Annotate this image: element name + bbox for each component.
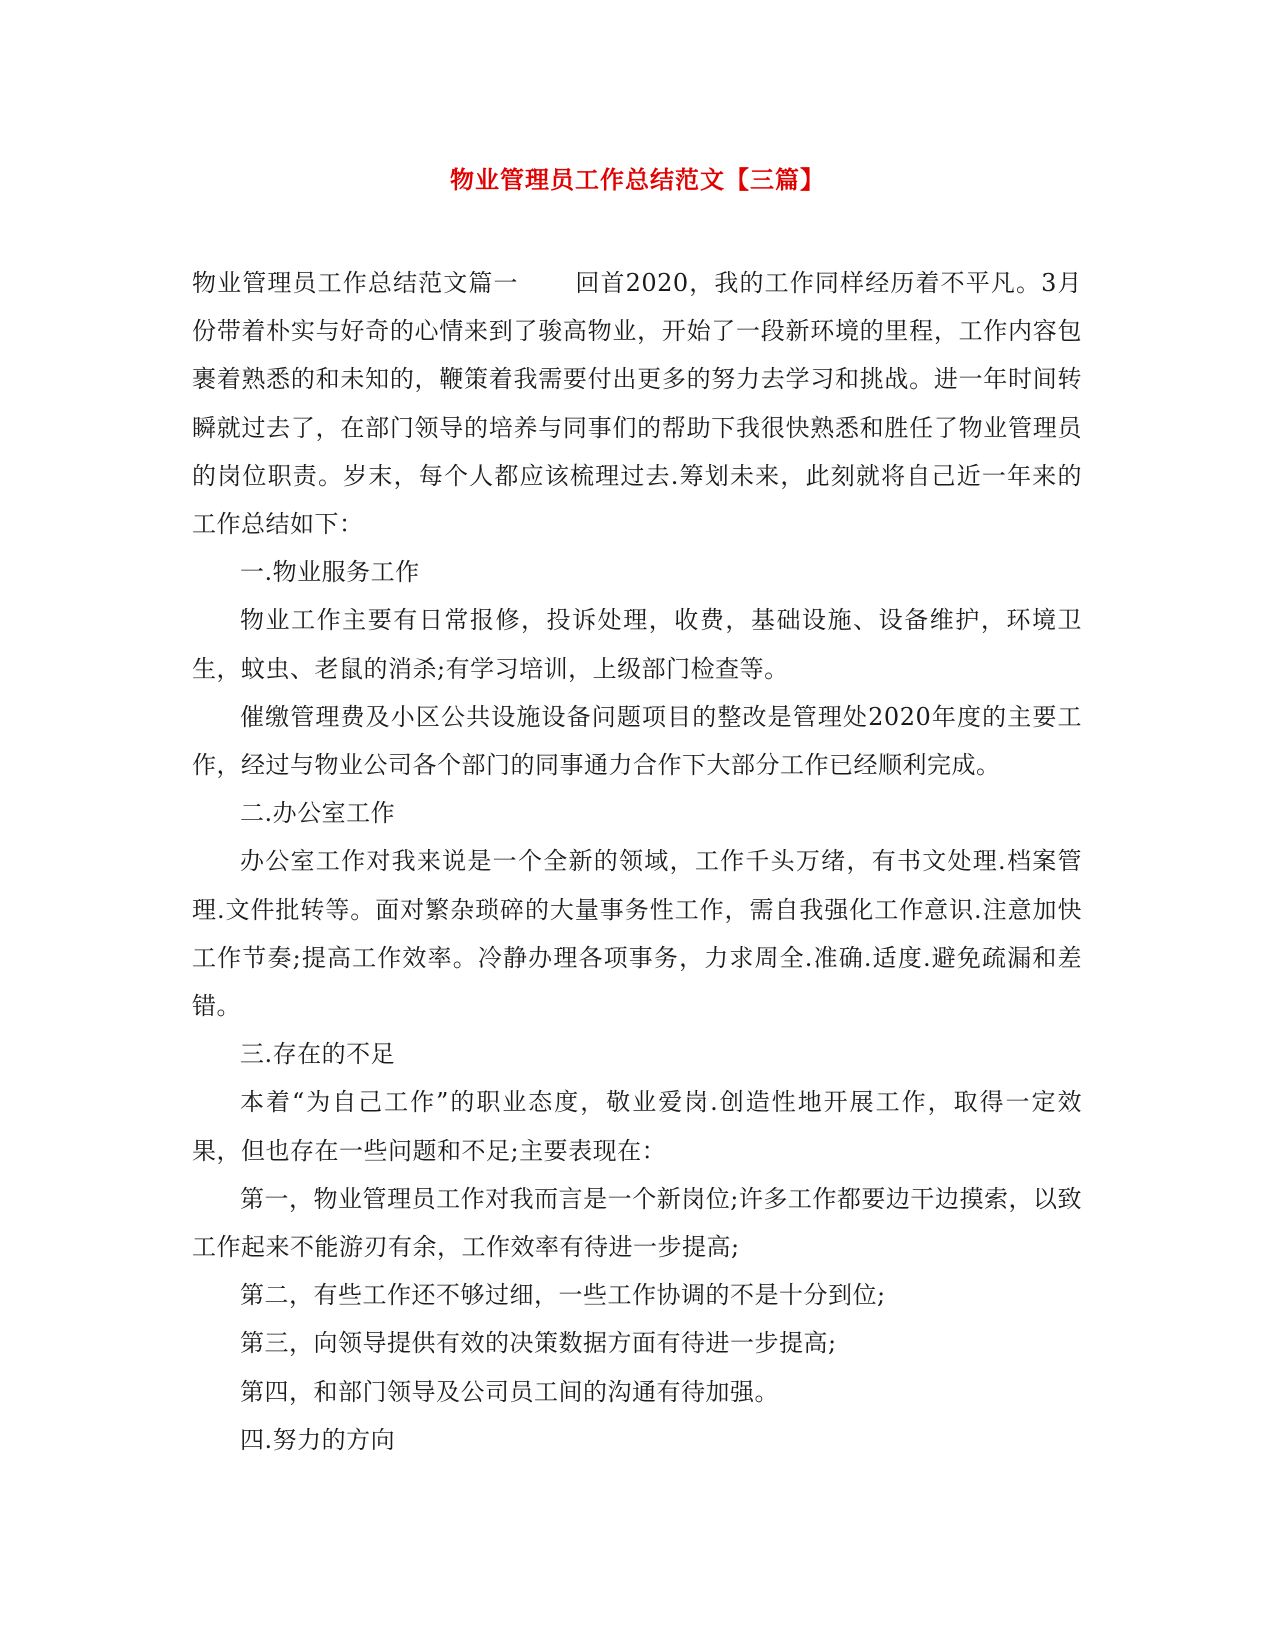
section-heading-3: 三.存在的不足 (240, 1040, 396, 1069)
document-title: 物业管理员工作总结范文【三篇】 (450, 165, 825, 194)
paragraph-property-services: 物业工作主要有日常报修，投诉处理，收费，基础设施、设备维护，环境卫生，蚊虫、老鼠的消杀;有学习培训，上级部门检查等。 (192, 606, 1082, 683)
intro-paragraph (192, 259, 1082, 548)
paragraph-fourth-point: 第四，和部门领导及公司员工间的沟通有待加强。 (240, 1377, 779, 1406)
paragraph-fee-collection: 催缴管理费及小区公共设施设备问题项目的整改是管理处2020年度的主要工作，经过与物业公司各个部门的同事通力合作下大部分工作已经顺利完成。 (192, 702, 1082, 780)
paragraph-first-point: 第一，物业管理员工作对我而言是一个新岗位;许多工作都要边干边摸索，以致工作起来不能游刃有余，工作效率有待进一步提高; (192, 1184, 1082, 1262)
section-heading-2: 二.办公室工作 (240, 799, 396, 828)
intro-text: 回首2020，我的工作同样经历着不平凡。3月份带着朴实与好奇的心情来到了骏高物业，开始了一段新环境的里程，工作内容包裹着熟悉的和未知的，鞭策着我需要付出更多的努力去学习和挑战。进一年时间转瞬就过去了，在部门领导的培养与同事们的帮助下我很快熟悉和胜任了物业管理员的岗位职责。岁末，每个人都应该梳理过去.筹划未来，此刻就将自己近一年来的工作总结如下： (192, 269, 1082, 539)
document-body (192, 259, 1082, 1464)
intro-heading: 物业管理员工作总结范文篇一 (192, 269, 519, 297)
section-heading-1: 一.物业服务工作 (240, 558, 420, 587)
paragraph-second-point: 第二，有些工作还不够过细，一些工作协调的不是十分到位; (240, 1281, 886, 1310)
section-heading-4: 四.努力的方向 (240, 1425, 396, 1454)
paragraph-shortcomings: 本着“为自己工作”的职业态度，敬业爱岗.创造性地开展工作，取得一定效果，但也存在一些问题和不足;主要表现在： (192, 1088, 1082, 1165)
paragraph-office-work: 办公室工作对我来说是一个全新的领域，工作千头万绪，有书文处理.档案管理.文件批转等。面对繁杂琐碎的大量事务性工作，需自我强化工作意识.注意加快工作节奏;提高工作效率。冷静办理各项事务，力求周全.准确.适度.避免疏漏和差错。 (192, 847, 1082, 1021)
paragraph-third-point: 第三，向领导提供有效的决策数据方面有待进一步提高; (240, 1329, 837, 1358)
